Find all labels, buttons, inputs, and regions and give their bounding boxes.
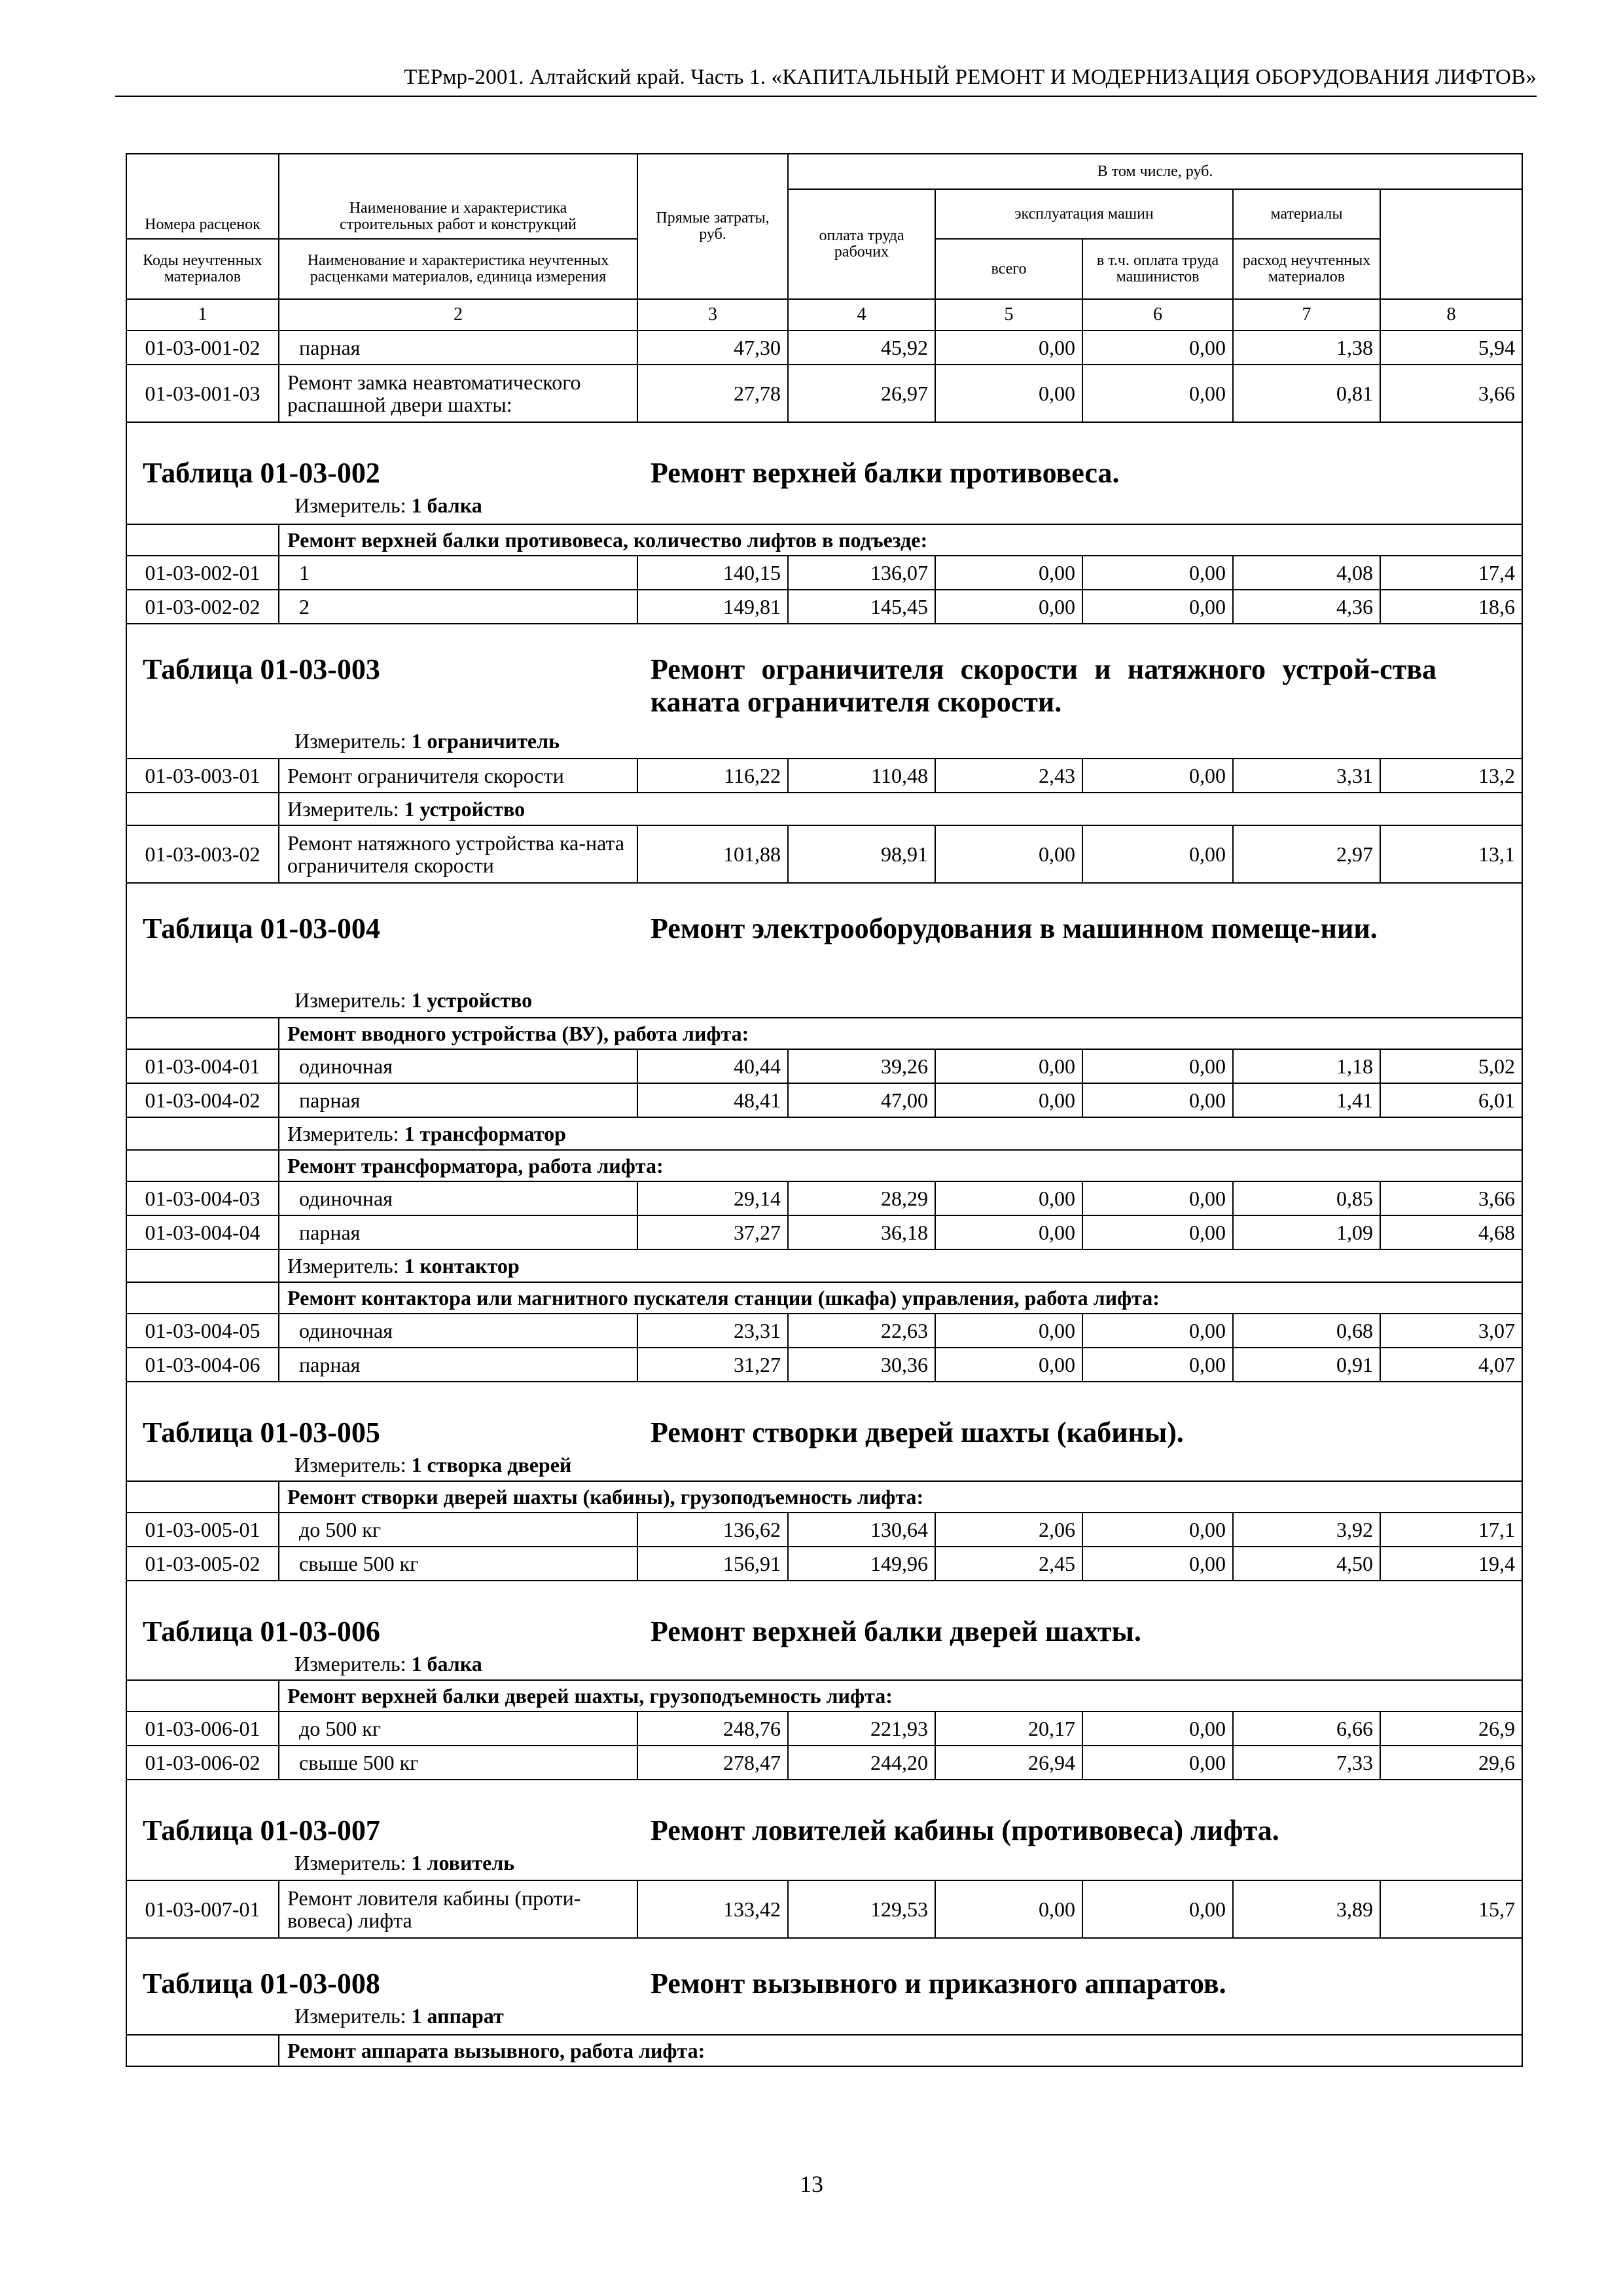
table-title: Ремонт электрооборудования в машинном помеще-нии. bbox=[651, 912, 1378, 944]
cell-machines: 0,00 bbox=[935, 1215, 1082, 1249]
cell-labor-costs: 29,6 bbox=[1380, 1746, 1522, 1780]
rate-name: парная bbox=[299, 1088, 361, 1112]
table-row bbox=[126, 365, 1522, 422]
cell-machines: 2,43 bbox=[935, 759, 1082, 793]
table-row bbox=[126, 1746, 1522, 1780]
section-heading bbox=[126, 1780, 1522, 1880]
rate-code: 01-03-001-02 bbox=[126, 331, 279, 365]
cell-machinists: 0,00 bbox=[1082, 331, 1233, 365]
rate-code: 01-03-004-05 bbox=[126, 1314, 279, 1348]
rate-code: 01-03-001-03 bbox=[126, 365, 279, 422]
cell-machines: 0,00 bbox=[935, 1181, 1082, 1215]
cell-labor-costs: 3,07 bbox=[1380, 1314, 1522, 1348]
cell-labor-pay: 110,48 bbox=[788, 759, 935, 793]
cell-materials: 0,85 bbox=[1233, 1181, 1380, 1215]
rate-name: 2 bbox=[299, 595, 310, 619]
cell-labor-pay: 244,20 bbox=[788, 1746, 935, 1780]
col-name-top: Наименование и характеристика строительных работ и конструкций bbox=[279, 154, 637, 239]
cell-direct: 37,27 bbox=[637, 1215, 788, 1249]
table-label: Таблица 01-03-004 bbox=[143, 912, 380, 944]
col-number: 8 bbox=[1380, 299, 1522, 331]
cell-labor-costs: 13,2 bbox=[1380, 759, 1522, 793]
col-codes-bottom: Коды неучтенных материалов bbox=[126, 239, 279, 299]
cell-direct: 40,44 bbox=[637, 1049, 788, 1083]
rate-name: Ремонт ловителя кабины (проти-вовеса) лифта bbox=[279, 1880, 637, 1938]
cell-machines: 0,00 bbox=[935, 331, 1082, 365]
cell-labor-pay: 26,97 bbox=[788, 365, 935, 422]
measure-value: 1 контактор bbox=[404, 1253, 520, 1278]
table-title: Ремонт вызывного и приказного аппаратов. bbox=[651, 1967, 1226, 2000]
cell-direct: 133,42 bbox=[637, 1880, 788, 1938]
measure-value: 1 устройство bbox=[411, 988, 533, 1012]
cell-machinists: 0,00 bbox=[1082, 1049, 1233, 1083]
rate-code: 01-03-003-01 bbox=[126, 759, 279, 793]
rate-code: 01-03-004-01 bbox=[126, 1049, 279, 1083]
section-heading bbox=[126, 1382, 1522, 1481]
cell-materials: 0,91 bbox=[1233, 1348, 1380, 1382]
measure-line: Измеритель: 1 трансформатор bbox=[279, 1117, 1522, 1150]
cell-machines: 2,45 bbox=[935, 1547, 1082, 1581]
cell-labor-pay: 28,29 bbox=[788, 1181, 935, 1215]
table-row bbox=[126, 1547, 1522, 1581]
cell-machines: 0,00 bbox=[935, 1083, 1082, 1117]
cell-labor-pay: 129,53 bbox=[788, 1880, 935, 1938]
rate-name: одиночная bbox=[299, 1054, 393, 1078]
cell-labor-costs: 5,94 bbox=[1380, 331, 1522, 365]
table-label: Таблица 01-03-006 bbox=[143, 1615, 380, 1647]
cell-machinists: 0,00 bbox=[1082, 1083, 1233, 1117]
cell-labor-pay: 45,92 bbox=[788, 331, 935, 365]
cell-materials: 3,89 bbox=[1233, 1880, 1380, 1938]
cell-direct: 156,91 bbox=[637, 1547, 788, 1581]
rate-code: 01-03-002-02 bbox=[126, 590, 279, 624]
cell-machines: 0,00 bbox=[935, 825, 1082, 883]
cell-machines: 0,00 bbox=[935, 1880, 1082, 1938]
col-number: 3 bbox=[637, 299, 788, 331]
section-heading bbox=[126, 1938, 1522, 2035]
table-row bbox=[126, 1348, 1522, 1382]
table-row bbox=[126, 590, 1522, 624]
measure-value: 1 устройство bbox=[404, 797, 526, 821]
table-title: Ремонт створки дверей шахты (кабины). bbox=[651, 1416, 1184, 1448]
cell-materials: 6,66 bbox=[1233, 1712, 1380, 1746]
rate-code: 01-03-004-02 bbox=[126, 1083, 279, 1117]
running-header: ТЕРмр-2001. Алтайский край. Часть 1. «КАПИТАЛЬНЫЙ РЕМОНТ И МОДЕРНИЗАЦИЯ ОБОРУДОВАНИЯ ЛИФТОВ» bbox=[115, 63, 1537, 97]
measure-line: Измеритель: 1 балка bbox=[294, 1652, 482, 1676]
rate-code: 01-03-006-01 bbox=[126, 1712, 279, 1746]
cell-materials: 0,68 bbox=[1233, 1314, 1380, 1348]
rate-name: одиночная bbox=[299, 1319, 393, 1342]
table-row bbox=[126, 1083, 1522, 1117]
measure-value: 1 балка bbox=[411, 1652, 482, 1676]
cell-labor-costs: 5,02 bbox=[1380, 1049, 1522, 1083]
table-row bbox=[126, 1049, 1522, 1083]
rate-name: до 500 кг bbox=[299, 1518, 381, 1541]
cell-materials: 3,31 bbox=[1233, 759, 1380, 793]
cell-direct: 278,47 bbox=[637, 1746, 788, 1780]
col-number: 4 bbox=[788, 299, 935, 331]
cell-direct: 23,31 bbox=[637, 1314, 788, 1348]
measure-value: 1 створка дверей bbox=[411, 1453, 572, 1477]
col-number: 1 bbox=[126, 299, 279, 331]
col-machinists: в т.ч. оплата труда машинистов bbox=[1082, 239, 1233, 299]
cell-labor-costs: 13,1 bbox=[1380, 825, 1522, 883]
cell-materials: 1,09 bbox=[1233, 1215, 1380, 1249]
table-title: Ремонт верхней балки дверей шахты. bbox=[651, 1615, 1141, 1647]
rate-code: 01-03-004-03 bbox=[126, 1181, 279, 1215]
cell-machinists: 0,00 bbox=[1082, 1547, 1233, 1581]
cell-labor-pay: 36,18 bbox=[788, 1215, 935, 1249]
col-number: 7 bbox=[1233, 299, 1380, 331]
cell-direct: 140,15 bbox=[637, 556, 788, 590]
rates-table bbox=[126, 153, 1523, 2067]
col-machines-total: всего bbox=[935, 239, 1082, 299]
group-heading: Ремонт трансформатора, работа лифта: bbox=[279, 1150, 1522, 1181]
table-row bbox=[126, 1181, 1522, 1215]
cell-labor-costs: 4,07 bbox=[1380, 1348, 1522, 1382]
cell-labor-costs: 19,4 bbox=[1380, 1547, 1522, 1581]
measure-value: 1 ловитель bbox=[411, 1851, 515, 1874]
cell-materials: 1,41 bbox=[1233, 1083, 1380, 1117]
table-row bbox=[126, 556, 1522, 590]
cell-labor-costs: 4,68 bbox=[1380, 1215, 1522, 1249]
rate-name: парная bbox=[299, 1221, 361, 1244]
measure-line: Измеритель: 1 ловитель bbox=[294, 1851, 515, 1874]
cell-labor-pay: 136,07 bbox=[788, 556, 935, 590]
cell-materials: 4,08 bbox=[1233, 556, 1380, 590]
cell-direct: 31,27 bbox=[637, 1348, 788, 1382]
table-row bbox=[126, 1880, 1522, 1938]
cell-labor-pay: 221,93 bbox=[788, 1712, 935, 1746]
cell-machinists: 0,00 bbox=[1082, 1712, 1233, 1746]
rate-code: 01-03-002-01 bbox=[126, 556, 279, 590]
col-name-bottom: Наименование и характеристика неучтенных расценками материалов, единица измерения bbox=[279, 239, 637, 299]
cell-machinists: 0,00 bbox=[1082, 1513, 1233, 1547]
measure-line: Измеритель: 1 аппарат bbox=[294, 2004, 504, 2028]
cell-direct: 101,88 bbox=[637, 825, 788, 883]
measure-value: 1 ограничитель bbox=[411, 729, 560, 753]
cell-materials: 1,38 bbox=[1233, 331, 1380, 365]
measure-line: Измеритель: 1 створка дверей bbox=[294, 1453, 572, 1477]
rate-name: Ремонт замка неавтоматического распашной двери шахты: bbox=[279, 365, 637, 422]
cell-machines: 0,00 bbox=[935, 1314, 1082, 1348]
rate-name: Ремонт натяжного устройства ка-ната ограничителя скорости bbox=[279, 825, 637, 883]
cell-direct: 27,78 bbox=[637, 365, 788, 422]
section-heading bbox=[126, 624, 1522, 759]
rate-name: одиночная bbox=[299, 1187, 393, 1210]
col-number: 2 bbox=[279, 299, 637, 331]
col-machines: эксплуатация машин bbox=[935, 189, 1233, 239]
cell-machinists: 0,00 bbox=[1082, 1314, 1233, 1348]
cell-labor-pay: 149,96 bbox=[788, 1547, 935, 1581]
rate-code: 01-03-006-02 bbox=[126, 1746, 279, 1780]
col-number: 5 bbox=[935, 299, 1082, 331]
cell-materials: 4,36 bbox=[1233, 590, 1380, 624]
cell-direct: 48,41 bbox=[637, 1083, 788, 1117]
cell-materials: 4,50 bbox=[1233, 1547, 1380, 1581]
cell-machinists: 0,00 bbox=[1082, 1215, 1233, 1249]
cell-direct: 116,22 bbox=[637, 759, 788, 793]
section-heading bbox=[126, 422, 1522, 524]
cell-labor-pay: 47,00 bbox=[788, 1083, 935, 1117]
rate-name: свыше 500 кг bbox=[299, 1751, 419, 1774]
section-heading bbox=[126, 1581, 1522, 1680]
cell-labor-costs: 15,7 bbox=[1380, 1880, 1522, 1938]
table-row bbox=[126, 825, 1522, 883]
cell-direct: 248,76 bbox=[637, 1712, 788, 1746]
col-labor-pay: оплата труда рабочих bbox=[788, 189, 935, 299]
cell-machines: 0,00 bbox=[935, 365, 1082, 422]
table-row bbox=[126, 759, 1522, 793]
table-label: Таблица 01-03-008 bbox=[143, 1967, 380, 2000]
col-number: 6 bbox=[1082, 299, 1233, 331]
rate-name: 1 bbox=[299, 561, 310, 584]
cell-labor-pay: 39,26 bbox=[788, 1049, 935, 1083]
cell-labor-costs: 17,1 bbox=[1380, 1513, 1522, 1547]
cell-machines: 0,00 bbox=[935, 1348, 1082, 1382]
table-title: Ремонт ловителей кабины (противовеса) лифта. bbox=[651, 1814, 1279, 1846]
rate-code: 01-03-003-02 bbox=[126, 825, 279, 883]
table-row bbox=[126, 1513, 1522, 1547]
page-number: 13 bbox=[800, 2171, 823, 2197]
table-title: Ремонт верхней балки противовеса. bbox=[651, 457, 1120, 489]
cell-labor-pay: 145,45 bbox=[788, 590, 935, 624]
rate-name: Ремонт ограничителя скорости bbox=[279, 759, 637, 793]
group-heading: Ремонт аппарата вызывного, работа лифта: bbox=[279, 2035, 1522, 2066]
cell-labor-costs: 26,9 bbox=[1380, 1712, 1522, 1746]
cell-materials: 7,33 bbox=[1233, 1746, 1380, 1780]
rate-name: свыше 500 кг bbox=[299, 1552, 419, 1575]
cell-machinists: 0,00 bbox=[1082, 825, 1233, 883]
rate-name: парная bbox=[299, 1353, 361, 1376]
group-heading: Ремонт верхней балки дверей шахты, грузоподъемность лифта: bbox=[279, 1680, 1522, 1712]
cell-materials: 0,81 bbox=[1233, 365, 1380, 422]
cell-labor-costs: 18,6 bbox=[1380, 590, 1522, 624]
table-row bbox=[126, 1314, 1522, 1348]
table-title: Ремонт ограничителя скорости и натяжного устрой-ства каната ограничителя скорости. bbox=[651, 653, 1437, 718]
cell-materials: 2,97 bbox=[1233, 825, 1380, 883]
col-codes-top: Номера расценок bbox=[126, 154, 279, 239]
cell-machinists: 0,00 bbox=[1082, 1746, 1233, 1780]
cell-labor-costs: 17,4 bbox=[1380, 556, 1522, 590]
table-label: Таблица 01-03-005 bbox=[143, 1416, 380, 1448]
group-heading: Ремонт створки дверей шахты (кабины), грузоподъемность лифта: bbox=[279, 1481, 1522, 1513]
measure-line: Измеритель: 1 контактор bbox=[279, 1249, 1522, 1282]
cell-materials: 1,18 bbox=[1233, 1049, 1380, 1083]
measure-line: Измеритель: 1 устройство bbox=[294, 988, 533, 1012]
table-row bbox=[126, 331, 1522, 365]
cell-machines: 20,17 bbox=[935, 1712, 1082, 1746]
col-direct: Прямые затраты, руб. bbox=[637, 154, 788, 299]
measure-line: Измеритель: 1 балка bbox=[294, 493, 482, 517]
table-label: Таблица 01-03-007 bbox=[143, 1814, 380, 1846]
section-heading bbox=[126, 883, 1522, 1018]
rate-code: 01-03-005-01 bbox=[126, 1513, 279, 1547]
rate-code: 01-03-004-06 bbox=[126, 1348, 279, 1382]
group-heading: Ремонт верхней балки противовеса, количество лифтов в подъезде: bbox=[279, 524, 1522, 556]
cell-machines: 2,06 bbox=[935, 1513, 1082, 1547]
table-row bbox=[126, 1712, 1522, 1746]
cell-labor-pay: 22,63 bbox=[788, 1314, 935, 1348]
group-heading: Ремонт вводного устройства (ВУ), работа лифта: bbox=[279, 1018, 1522, 1049]
rate-code: 01-03-007-01 bbox=[126, 1880, 279, 1938]
cell-direct: 136,62 bbox=[637, 1513, 788, 1547]
group-heading: Ремонт контактора или магнитного пускателя станции (шкафа) управления, работа лифта: bbox=[279, 1282, 1522, 1314]
measure-line: Измеритель: 1 ограничитель bbox=[294, 729, 560, 753]
cell-labor-pay: 30,36 bbox=[788, 1348, 935, 1382]
table-label: Таблица 01-03-002 bbox=[143, 457, 380, 489]
cell-machinists: 0,00 bbox=[1082, 759, 1233, 793]
cell-direct: 149,81 bbox=[637, 590, 788, 624]
cell-machines: 0,00 bbox=[935, 590, 1082, 624]
cell-machinists: 0,00 bbox=[1082, 1348, 1233, 1382]
rate-name: парная bbox=[299, 336, 361, 359]
measure-line: Измеритель: 1 устройство bbox=[279, 793, 1522, 825]
cell-machinists: 0,00 bbox=[1082, 1880, 1233, 1938]
measure-value: 1 трансформатор bbox=[404, 1121, 566, 1145]
rate-code: 01-03-005-02 bbox=[126, 1547, 279, 1581]
cell-machines: 0,00 bbox=[935, 556, 1082, 590]
measure-value: 1 балка bbox=[411, 493, 482, 517]
cell-materials: 3,92 bbox=[1233, 1513, 1380, 1547]
col-materials: материалы bbox=[1233, 189, 1380, 239]
cell-labor-costs: 3,66 bbox=[1380, 365, 1522, 422]
table-row bbox=[126, 1215, 1522, 1249]
measure-value: 1 аппарат bbox=[411, 2004, 504, 2028]
col-materials-unaccounted: расход неучтенных материалов bbox=[1233, 239, 1380, 299]
cell-machines: 0,00 bbox=[935, 1049, 1082, 1083]
cell-machines: 26,94 bbox=[935, 1746, 1082, 1780]
cell-labor-pay: 130,64 bbox=[788, 1513, 935, 1547]
cell-labor-costs: 6,01 bbox=[1380, 1083, 1522, 1117]
rate-code: 01-03-004-04 bbox=[126, 1215, 279, 1249]
cell-direct: 29,14 bbox=[637, 1181, 788, 1215]
cell-machinists: 0,00 bbox=[1082, 1181, 1233, 1215]
cell-labor-pay: 98,91 bbox=[788, 825, 935, 883]
cell-machinists: 0,00 bbox=[1082, 365, 1233, 422]
cell-machinists: 0,00 bbox=[1082, 590, 1233, 624]
cell-machinists: 0,00 bbox=[1082, 556, 1233, 590]
table-label: Таблица 01-03-003 bbox=[143, 653, 380, 685]
col-incl: В том числе, руб. bbox=[788, 154, 1522, 189]
cell-labor-costs: 3,66 bbox=[1380, 1181, 1522, 1215]
cell-direct: 47,30 bbox=[637, 331, 788, 365]
rate-name: до 500 кг bbox=[299, 1717, 381, 1740]
